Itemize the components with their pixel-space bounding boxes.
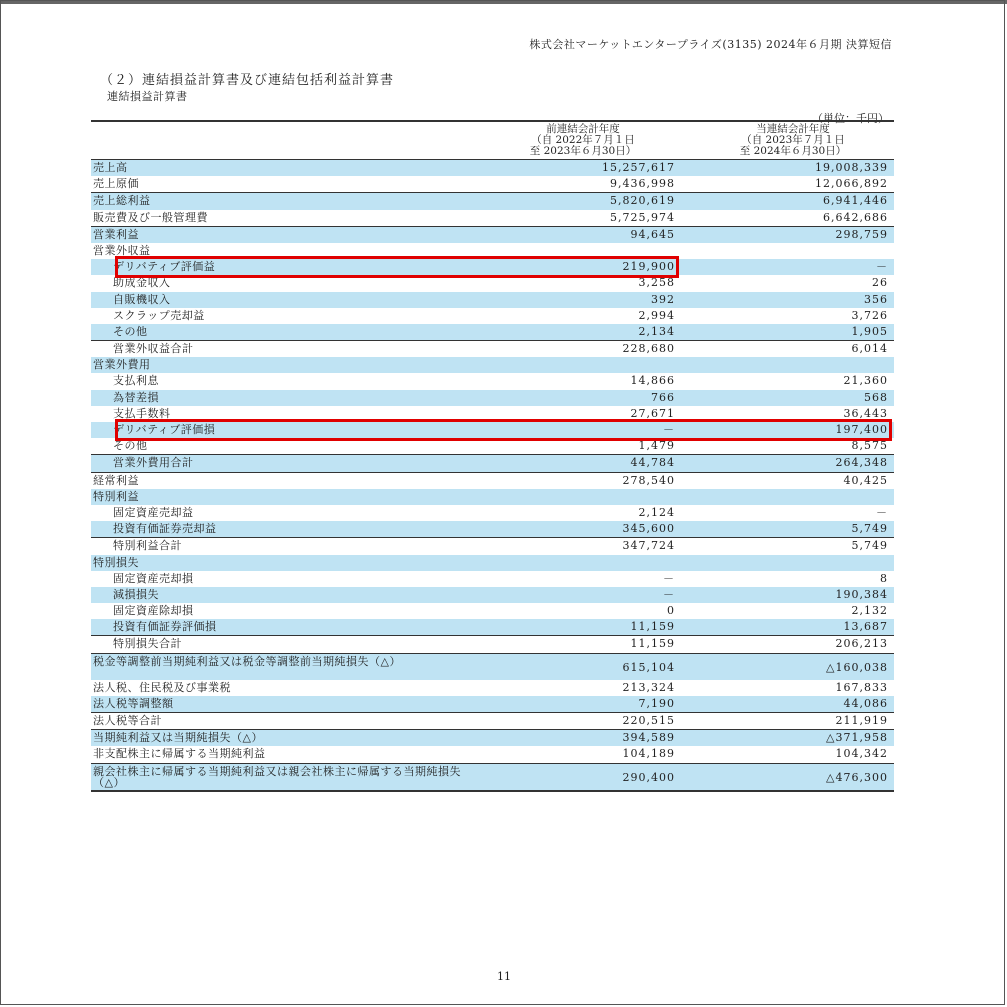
table-row xyxy=(91,373,894,389)
curr-year-value: 6,642,686 xyxy=(823,210,888,224)
curr-year-value: 6,941,446 xyxy=(823,194,888,208)
table-row xyxy=(91,555,894,571)
curr-year-value: 6,014 xyxy=(851,342,888,356)
income-statement-table xyxy=(91,120,894,792)
row-label: 法人税等調整額 xyxy=(93,696,174,710)
row-label: デリバティブ評価益 xyxy=(113,260,216,274)
row-label: 税金等調整前当期純利益又は税金等調整前当期純損失（△） xyxy=(93,654,401,668)
table-row xyxy=(91,537,894,554)
curr-year-value: 36,443 xyxy=(843,406,888,420)
prev-year-value: 766 xyxy=(651,390,675,404)
table-row xyxy=(91,308,894,324)
prev-year-value: 11,159 xyxy=(630,637,675,651)
table-row xyxy=(91,571,894,587)
table-row xyxy=(91,763,894,792)
table-row xyxy=(91,680,894,696)
row-label: 特別利益合計 xyxy=(113,539,182,553)
table-row xyxy=(91,390,894,406)
prev-year-value: 0 xyxy=(667,604,675,618)
row-label: 為替差損 xyxy=(113,390,159,404)
table-row xyxy=(91,226,894,243)
prev-year-value: 94,645 xyxy=(630,227,675,241)
row-label: 営業利益 xyxy=(93,227,139,241)
row-label: 投資有価証券評価損 xyxy=(113,620,217,634)
table-row xyxy=(91,696,894,712)
prev-year-value: － xyxy=(663,423,675,436)
curr-year-value: △476,300 xyxy=(826,770,888,784)
curr-year-value: 21,360 xyxy=(843,374,888,388)
row-label: 売上原価 xyxy=(93,177,139,191)
curr-year-value: 26 xyxy=(872,276,888,290)
prev-year-column-header xyxy=(483,124,683,157)
prev-year-value: 11,159 xyxy=(630,620,675,634)
row-label: 自販機収入 xyxy=(113,292,171,306)
curr-year-to: 至 2024年６月30日） xyxy=(739,145,847,157)
prev-year-to: 至 2023年６月30日） xyxy=(529,145,637,157)
table-row xyxy=(91,603,894,619)
prev-year-value: 2,124 xyxy=(638,505,675,519)
prev-year-value: 213,324 xyxy=(622,680,675,694)
prev-year-from: （自 2022年７月１日 xyxy=(531,134,635,146)
curr-year-value: 211,919 xyxy=(835,714,888,727)
curr-year-value: 12,066,892 xyxy=(815,177,888,191)
curr-year-value: △160,038 xyxy=(826,660,888,674)
row-label: 売上総利益 xyxy=(93,194,151,208)
curr-year-value: 356 xyxy=(864,292,888,306)
prev-year-value: 394,589 xyxy=(622,731,675,745)
row-label: 法人税等合計 xyxy=(93,714,162,727)
prev-year-value: 27,671 xyxy=(630,406,675,420)
row-label: 当期純利益又は当期純損失（△） xyxy=(93,731,263,745)
curr-year-value: △371,958 xyxy=(826,731,888,745)
row-label: 固定資産除却損 xyxy=(113,604,194,618)
row-label: その他 xyxy=(113,439,148,453)
table-row xyxy=(91,340,894,357)
highlight-box-derivative-loss xyxy=(115,419,892,441)
curr-year-value: 3,726 xyxy=(851,308,888,322)
row-label: スクラップ売却益 xyxy=(113,308,205,322)
row-label: 特別利益 xyxy=(93,489,139,503)
prev-year-value: 345,600 xyxy=(622,522,675,536)
table-row xyxy=(91,729,894,746)
table-row xyxy=(91,489,894,505)
table-row xyxy=(91,712,894,729)
table-row xyxy=(91,324,894,340)
table-row xyxy=(91,176,894,192)
table-row xyxy=(91,454,894,471)
row-label: 経常利益 xyxy=(93,473,139,487)
document-header: 株式会社マーケットエンタープライズ(3135) 2024年６月期 決算短信 xyxy=(529,38,892,51)
row-label: 助成金収入 xyxy=(113,276,171,290)
curr-year-title: 当連結会計年度 xyxy=(756,123,830,135)
prev-year-value: 5,725,974 xyxy=(610,210,675,224)
curr-year-value: 298,759 xyxy=(835,227,888,241)
curr-year-value: 264,348 xyxy=(835,456,888,470)
curr-year-value: 104,342 xyxy=(835,747,888,761)
table-header xyxy=(91,120,894,160)
row-label: 営業外収益 xyxy=(93,243,151,257)
table-row xyxy=(91,746,894,762)
row-label: 固定資産売却益 xyxy=(113,505,194,519)
curr-year-value: 40,425 xyxy=(843,473,888,487)
row-label: 非支配株主に帰属する当期純利益 xyxy=(93,747,266,761)
statement-title: 連結損益計算書 xyxy=(107,90,188,103)
row-label: 営業外費用合計 xyxy=(113,456,194,470)
prev-year-value: 5,820,619 xyxy=(610,194,675,208)
prev-year-value: 44,784 xyxy=(630,456,675,470)
curr-year-value: － xyxy=(876,505,888,519)
row-label: 固定資産売却損 xyxy=(113,571,194,585)
curr-year-value: 5,749 xyxy=(851,522,888,536)
row-label: 支払手数料 xyxy=(113,406,171,420)
curr-year-from: （自 2023年７月１日 xyxy=(741,134,845,146)
prev-year-value: 278,540 xyxy=(622,473,675,487)
curr-year-value: 190,384 xyxy=(835,587,888,601)
table-row xyxy=(91,521,894,537)
page-number: 11 xyxy=(497,970,511,983)
curr-year-column-header xyxy=(693,124,893,157)
curr-year-value: 8 xyxy=(880,571,888,585)
highlight-box-derivative-gain xyxy=(115,256,679,278)
table-row xyxy=(91,472,894,489)
row-label: その他 xyxy=(113,324,148,338)
prev-year-value: 219,900 xyxy=(622,260,675,274)
table-row xyxy=(91,192,894,209)
table-row xyxy=(91,210,894,226)
row-label: デリバティブ評価損 xyxy=(113,423,216,436)
curr-year-value: 167,833 xyxy=(835,680,888,694)
section-title: （２）連結損益計算書及び連結包括利益計算書 xyxy=(100,73,395,88)
prev-year-value: 220,515 xyxy=(622,714,675,727)
prev-year-value: 347,724 xyxy=(622,539,675,553)
table-row xyxy=(91,505,894,521)
curr-year-value: 13,687 xyxy=(843,620,888,634)
prev-year-value: － xyxy=(663,587,675,601)
row-label: 法人税、住民税及び事業税 xyxy=(93,680,231,694)
table-body xyxy=(91,160,894,792)
row-label: 親会社株主に帰属する当期純利益又は親会社株主に帰属する当期純損失（△） xyxy=(93,764,461,789)
prev-year-value: 290,400 xyxy=(622,770,675,784)
curr-year-value: 44,086 xyxy=(843,696,888,710)
prev-year-value: 9,436,998 xyxy=(610,177,675,191)
curr-year-value: 8,575 xyxy=(851,439,888,453)
table-row xyxy=(91,619,894,635)
curr-year-value: 19,008,339 xyxy=(815,161,888,174)
row-label: 特別損失合計 xyxy=(113,637,182,651)
table-row xyxy=(91,357,894,373)
table-row xyxy=(91,635,894,652)
unit-label: （単位：千円） xyxy=(812,112,889,125)
curr-year-value: 5,749 xyxy=(851,539,888,553)
prev-year-value: 228,680 xyxy=(622,342,675,356)
prev-year-value: 2,994 xyxy=(638,308,675,322)
table-row xyxy=(91,292,894,308)
curr-year-value: 206,213 xyxy=(835,637,888,651)
table-row xyxy=(91,160,894,176)
row-label: 支払利息 xyxy=(113,374,159,388)
prev-year-title: 前連結会計年度 xyxy=(546,123,620,135)
prev-year-value: 2,134 xyxy=(638,324,675,338)
row-label: 営業外費用 xyxy=(93,358,151,372)
prev-year-value: 14,866 xyxy=(630,374,675,388)
table-row xyxy=(91,587,894,603)
prev-year-value: 615,104 xyxy=(622,660,675,674)
curr-year-value: 2,132 xyxy=(851,604,888,618)
prev-year-value: 104,189 xyxy=(622,747,675,761)
prev-year-value: 1,479 xyxy=(638,439,675,453)
curr-year-value: 197,400 xyxy=(835,423,888,436)
curr-year-value: － xyxy=(876,260,888,274)
row-label: 減損損失 xyxy=(113,587,159,601)
prev-year-value: － xyxy=(663,571,675,585)
row-label: 特別損失 xyxy=(93,555,139,569)
prev-year-value: 392 xyxy=(651,292,675,306)
prev-year-value: 3,258 xyxy=(638,276,675,290)
table-row xyxy=(91,653,894,680)
curr-year-value: 1,905 xyxy=(851,324,888,338)
row-label: 営業外収益合計 xyxy=(113,342,194,356)
curr-year-value: 568 xyxy=(864,390,888,404)
row-label: 投資有価証券売却益 xyxy=(113,522,217,536)
prev-year-value: 7,190 xyxy=(638,696,675,710)
row-label: 売上高 xyxy=(93,161,128,174)
row-label: 販売費及び一般管理費 xyxy=(93,210,208,224)
prev-year-value: 15,257,617 xyxy=(602,161,675,174)
